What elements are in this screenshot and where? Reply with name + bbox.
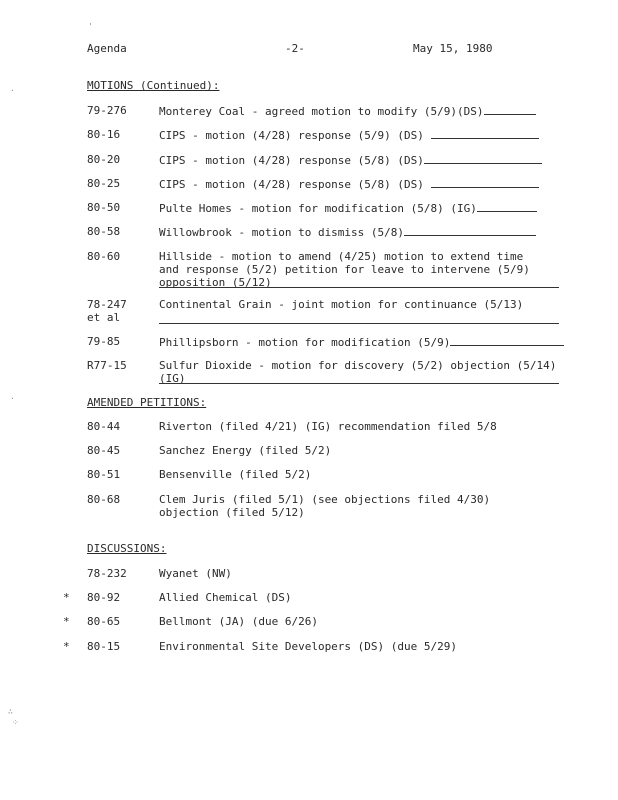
motion-row <box>87 250 577 289</box>
header-page-number: -2- <box>285 42 305 55</box>
docket-number: 78-232 <box>87 567 127 580</box>
docket-number: 80-68 <box>87 493 121 506</box>
docket-number: 79-276 <box>87 104 127 117</box>
docket-number: 80-50 <box>87 201 121 214</box>
blank-line <box>477 201 537 212</box>
docket-number: 80-51 <box>87 468 121 481</box>
docket-number: 80-92 <box>87 591 121 604</box>
header-agenda-label: Agenda <box>87 42 127 55</box>
motion-text: Willowbrook - motion to dismiss (5/8) <box>159 226 405 239</box>
discussion-text: Allied Chemical (DS) <box>159 591 292 604</box>
blank-line <box>431 177 539 188</box>
scan-speck: ∴ <box>8 707 13 716</box>
discussions-heading: DISCUSSIONS: <box>87 542 167 555</box>
discussion-text: Bellmont (JA) (due 6/26) <box>159 615 318 628</box>
docket-number: 79-85 <box>87 335 121 348</box>
docket-number: 80-16 <box>87 128 121 141</box>
star-marker: * <box>63 640 70 653</box>
motions-heading: MOTIONS (Continued): <box>87 79 220 92</box>
docket-number: 80-58 <box>87 225 121 238</box>
motion-text: CIPS - motion (4/28) response (5/9) (DS) <box>159 129 424 142</box>
blank-line <box>450 335 564 346</box>
petition-text-line-1: Clem Juris (filed 5/1) (see objections filed 4/30) <box>159 493 491 506</box>
petition-text: Sanchez Energy (filed 5/2) <box>159 444 332 457</box>
petition-row <box>87 493 577 519</box>
blank-line <box>431 128 539 139</box>
blank-line <box>404 225 536 236</box>
docket-number: 78-247 <box>87 298 127 311</box>
motion-text: Monterey Coal - agreed motion to modify (5/9)(DS) <box>159 105 484 118</box>
docket-number: 80-20 <box>87 153 121 166</box>
docket-number: 80-15 <box>87 640 121 653</box>
motion-text: Phillipsborn - motion for modification (5/9) <box>159 336 451 349</box>
star-marker: * <box>63 591 70 604</box>
docket-number: 80-25 <box>87 177 121 190</box>
motion-row <box>87 298 577 328</box>
motion-text-line-1: Hillside - motion to amend (4/25) motion to extend time <box>159 250 524 263</box>
motion-text-line-3: opposition (5/12) <box>159 276 272 289</box>
star-marker: * <box>63 615 70 628</box>
petition-text: Riverton (filed 4/21) (IG) recommendation filed 5/8 <box>159 420 497 433</box>
motion-text: CIPS - motion (4/28) response (5/8) (DS) <box>159 154 424 167</box>
motion-row <box>87 359 577 387</box>
blank-line <box>159 383 559 384</box>
discussion-text: Environmental Site Developers (DS) (due 5/29) <box>159 640 458 653</box>
petition-text: Bensenville (filed 5/2) <box>159 468 312 481</box>
motion-text: Pulte Homes - motion for modification (5/8) (IG) <box>159 202 477 215</box>
docket-number: 80-60 <box>87 250 121 263</box>
discussion-text: Wyanet (NW) <box>159 567 232 580</box>
docket-number-suffix: et al <box>87 311 121 324</box>
motion-text-line-2: (IG) <box>159 372 186 385</box>
docket-number: 80-65 <box>87 615 121 628</box>
docket-number: 80-45 <box>87 444 121 457</box>
scan-speck: ' <box>88 22 93 31</box>
docket-number: R77-15 <box>87 359 127 372</box>
blank-line <box>484 104 536 115</box>
scan-speck: · <box>10 394 15 403</box>
header-date: May 15, 1980 <box>413 42 493 55</box>
motion-text-line-2: and response (5/2) petition for leave to intervene (5/9) <box>159 263 530 276</box>
motion-text-line-1: Sulfur Dioxide - motion for discovery (5/2) objection (5/14) <box>159 359 557 372</box>
blank-line <box>159 323 559 324</box>
motion-text: Continental Grain - joint motion for continuance (5/13) <box>159 298 524 311</box>
blank-line <box>159 287 559 288</box>
blank-line <box>424 153 542 164</box>
scan-speck: . <box>10 84 15 93</box>
amended-petitions-heading: AMENDED PETITIONS: <box>87 396 207 409</box>
petition-text-line-2: objection (filed 5/12) <box>159 506 305 519</box>
motion-text: CIPS - motion (4/28) response (5/8) (DS) <box>159 178 424 191</box>
scan-speck: ⁘ <box>12 718 19 727</box>
docket-number: 80-44 <box>87 420 121 433</box>
